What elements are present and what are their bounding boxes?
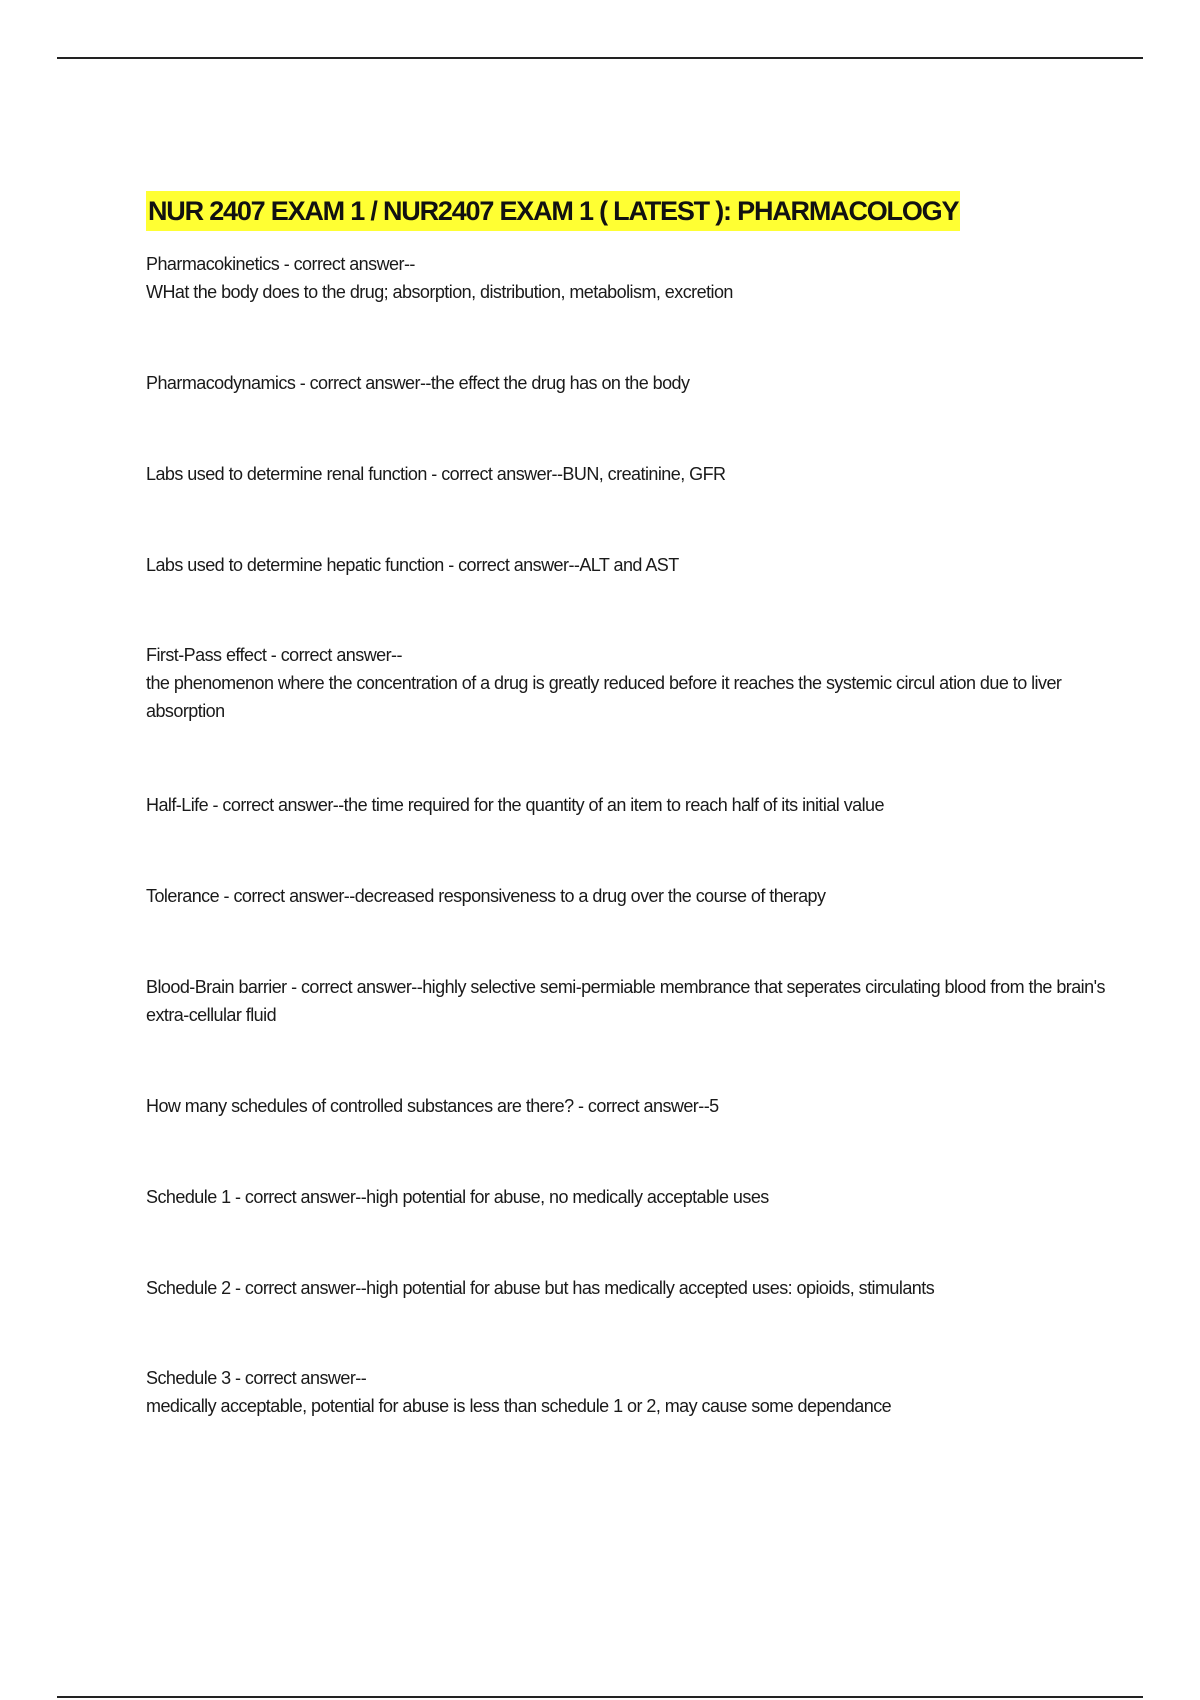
entry-answer: the phenomenon where the concentration of a drug is greatly reduced before it reaches the systemic circul ation due to liver absorption [146, 673, 1062, 721]
entry-answer: the effect the drug has on the body [430, 373, 690, 393]
entry-separator: - correct answer-- [443, 555, 580, 575]
entry-first-pass-effect [146, 641, 1106, 725]
entry-separator: - correct answer-- [279, 254, 415, 274]
entry-question: Schedule 3 [146, 1368, 231, 1388]
title-container [146, 191, 960, 231]
entry-question: First-Pass effect [146, 645, 267, 665]
entry-pharmacokinetics [146, 250, 1106, 306]
entry-schedule-1 [146, 1183, 1106, 1211]
entry-separator: - correct answer-- [230, 1187, 367, 1207]
entry-controlled-substance-schedules [146, 1092, 1106, 1120]
entry-tolerance [146, 882, 1106, 910]
entry-separator: - correct answer-- [295, 373, 431, 393]
entry-question: Half-Life [146, 795, 209, 815]
entry-answer: decreased responsiveness to a drug over the course of therapy [354, 886, 826, 906]
entry-question: Pharmacokinetics [146, 254, 280, 274]
entry-answer: ALT and AST [579, 555, 679, 575]
entry-separator: - correct answer-- [426, 464, 563, 484]
entry-answer: highly selective semi-permiable membrance that seperates circulating blood from the brain's extra-cellular fluid [146, 977, 1105, 1025]
entry-question: How many schedules of controlled substances are there? [146, 1096, 574, 1116]
entry-answer: the time required for the quantity of an item to reach half of its initial value [343, 795, 884, 815]
entry-pharmacodynamics [146, 369, 1106, 397]
entry-separator: - correct answer-- [219, 886, 355, 906]
entry-question: Labs used to determine hepatic function [146, 555, 444, 575]
entry-answer: high potential for abuse, no medically acceptable uses [366, 1187, 769, 1207]
entry-question: Blood-Brain barrier [146, 977, 287, 997]
entry-answer: medically acceptable, potential for abuse is less than schedule 1 or 2, may cause some dependance [146, 1396, 892, 1416]
entry-renal-labs [146, 460, 1106, 488]
entry-answer: high potential for abuse but has medically accepted uses: opioids, stimulants [366, 1278, 935, 1298]
entry-separator: - correct answer-- [208, 795, 344, 815]
entry-separator: - correct answer-- [230, 1278, 367, 1298]
entry-answer: WHat the body does to the drug; absorption, distribution, metabolism, excretion [146, 282, 733, 302]
entry-separator: - correct answer-- [230, 1368, 367, 1388]
entry-schedule-3 [146, 1364, 1106, 1420]
entry-separator: - correct answer-- [573, 1096, 710, 1116]
entry-question: Schedule 1 [146, 1187, 231, 1207]
document-title: NUR 2407 EXAM 1 / NUR2407 EXAM 1 ( LATEST ): PHARMACOLOGY [146, 191, 960, 231]
entry-answer: BUN, creatinine, GFR [562, 464, 726, 484]
entry-blood-brain-barrier [146, 973, 1106, 1029]
entry-half-life [146, 791, 1106, 819]
entry-question: Schedule 2 [146, 1278, 231, 1298]
entry-question: Labs used to determine renal function [146, 464, 427, 484]
top-rule [57, 57, 1143, 59]
entry-question: Pharmacodynamics [146, 373, 296, 393]
entry-separator: - correct answer-- [266, 645, 402, 665]
entry-answer: 5 [709, 1096, 719, 1116]
entry-hepatic-labs [146, 551, 1106, 579]
entry-schedule-2 [146, 1274, 1106, 1302]
entry-separator: - correct answer-- [286, 977, 423, 997]
bottom-rule [57, 1696, 1143, 1698]
entry-question: Tolerance [146, 886, 220, 906]
